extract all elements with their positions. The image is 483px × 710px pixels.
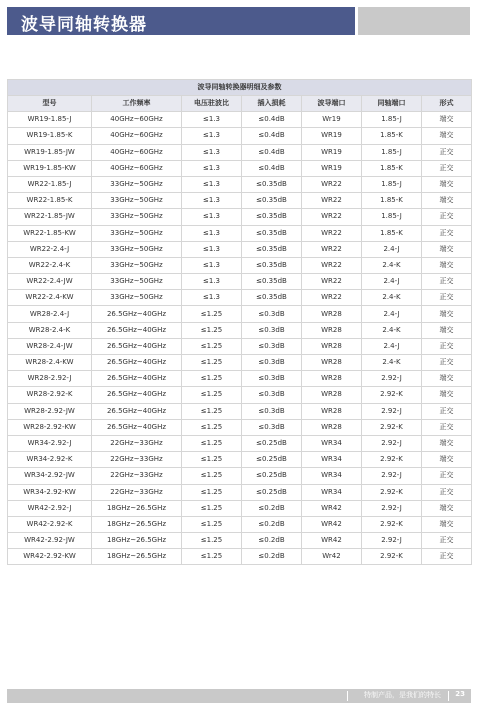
form-cell: 端交 (422, 257, 472, 273)
form-cell: 正交 (422, 225, 472, 241)
vswr-cell: ≤1.3 (182, 144, 242, 160)
waveguide-port-cell: WR28 (302, 306, 362, 322)
header-bar (7, 7, 355, 35)
waveguide-port-cell: WR28 (302, 355, 362, 371)
waveguide-port-cell: WR22 (302, 241, 362, 257)
frequency-cell: 33GHz~50GHz (92, 193, 182, 209)
form-cell: 正交 (422, 209, 472, 225)
model-cell: WR28-2.4-JW (8, 338, 92, 354)
coax-port-cell: 1.85-J (362, 176, 422, 192)
waveguide-port-cell: WR42 (302, 533, 362, 549)
coax-port-cell: 2.92-J (362, 403, 422, 419)
waveguide-port-cell: WR22 (302, 274, 362, 290)
footer-divider (347, 691, 348, 701)
insertion-loss-cell: ≤0.3dB (242, 371, 302, 387)
waveguide-port-cell: WR28 (302, 387, 362, 403)
vswr-cell: ≤1.25 (182, 419, 242, 435)
form-cell: 端交 (422, 500, 472, 516)
coax-port-cell: 2.4-J (362, 338, 422, 354)
vswr-cell: ≤1.3 (182, 193, 242, 209)
vswr-cell: ≤1.3 (182, 225, 242, 241)
model-cell: WR28-2.92-J (8, 371, 92, 387)
insertion-loss-cell: ≤0.35dB (242, 209, 302, 225)
waveguide-port-cell: Wr42 (302, 549, 362, 565)
form-cell: 正交 (422, 338, 472, 354)
column-header: 波导端口 (302, 96, 362, 112)
coax-port-cell: 1.85-J (362, 112, 422, 128)
waveguide-port-cell: WR42 (302, 500, 362, 516)
coax-port-cell: 2.92-J (362, 468, 422, 484)
insertion-loss-cell: ≤0.4dB (242, 144, 302, 160)
frequency-cell: 33GHz~50GHz (92, 257, 182, 273)
model-cell: WR19-1.85-JW (8, 144, 92, 160)
form-cell: 端交 (422, 322, 472, 338)
table-row (8, 484, 472, 500)
waveguide-port-cell: WR19 (302, 160, 362, 176)
table-row (8, 306, 472, 322)
waveguide-port-cell: WR19 (302, 128, 362, 144)
table-row (8, 403, 472, 419)
waveguide-port-cell: WR22 (302, 176, 362, 192)
form-cell: 正交 (422, 290, 472, 306)
frequency-cell: 33GHz~50GHz (92, 209, 182, 225)
frequency-cell: 26.5GHz~40GHz (92, 306, 182, 322)
insertion-loss-cell: ≤0.4dB (242, 128, 302, 144)
form-cell: 正交 (422, 144, 472, 160)
model-cell: WR42-2.92-KW (8, 549, 92, 565)
vswr-cell: ≤1.3 (182, 274, 242, 290)
column-header: 形式 (422, 96, 472, 112)
waveguide-port-cell: WR22 (302, 193, 362, 209)
table-row (8, 225, 472, 241)
model-cell: WR28-2.92-JW (8, 403, 92, 419)
model-cell: WR28-2.4-K (8, 322, 92, 338)
vswr-cell: ≤1.3 (182, 209, 242, 225)
model-cell: WR42-2.92-J (8, 500, 92, 516)
form-cell: 端交 (422, 176, 472, 192)
vswr-cell: ≤1.25 (182, 355, 242, 371)
table-row (8, 452, 472, 468)
form-cell: 端交 (422, 371, 472, 387)
table-row (8, 419, 472, 435)
form-cell: 端交 (422, 387, 472, 403)
model-cell: WR42-2.92-K (8, 516, 92, 532)
page-number: 23 (455, 690, 465, 698)
table-row (8, 338, 472, 354)
column-header: 电压驻波比 (182, 96, 242, 112)
frequency-cell: 26.5GHz~40GHz (92, 322, 182, 338)
insertion-loss-cell: ≤0.3dB (242, 419, 302, 435)
table-row (8, 435, 472, 451)
model-cell: WR22-2.4-K (8, 257, 92, 273)
vswr-cell: ≤1.25 (182, 403, 242, 419)
coax-port-cell: 1.85-K (362, 225, 422, 241)
insertion-loss-cell: ≤0.4dB (242, 160, 302, 176)
frequency-cell: 18GHz~26.5GHz (92, 516, 182, 532)
insertion-loss-cell: ≤0.25dB (242, 484, 302, 500)
spec-table-container (7, 79, 471, 565)
insertion-loss-cell: ≤0.2dB (242, 516, 302, 532)
table-row (8, 549, 472, 565)
frequency-cell: 26.5GHz~40GHz (92, 403, 182, 419)
frequency-cell: 33GHz~50GHz (92, 241, 182, 257)
vswr-cell: ≤1.25 (182, 533, 242, 549)
model-cell: WR22-2.4-J (8, 241, 92, 257)
coax-port-cell: 2.4-K (362, 322, 422, 338)
vswr-cell: ≤1.25 (182, 322, 242, 338)
model-cell: WR28-2.92-KW (8, 419, 92, 435)
waveguide-port-cell: WR28 (302, 403, 362, 419)
form-cell: 正交 (422, 160, 472, 176)
vswr-cell: ≤1.25 (182, 306, 242, 322)
model-cell: WR34-2.92-J (8, 435, 92, 451)
table-row (8, 160, 472, 176)
table-row (8, 387, 472, 403)
insertion-loss-cell: ≤0.25dB (242, 452, 302, 468)
coax-port-cell: 2.92-K (362, 452, 422, 468)
coax-port-cell: 2.92-J (362, 435, 422, 451)
form-cell: 正交 (422, 549, 472, 565)
vswr-cell: ≤1.3 (182, 241, 242, 257)
insertion-loss-cell: ≤0.3dB (242, 387, 302, 403)
table-row (8, 257, 472, 273)
form-cell: 端交 (422, 193, 472, 209)
model-cell: WR19-1.85-J (8, 112, 92, 128)
model-cell: WR22-1.85-J (8, 176, 92, 192)
insertion-loss-cell: ≤0.3dB (242, 306, 302, 322)
model-cell: WR34-2.92-JW (8, 468, 92, 484)
table-row (8, 322, 472, 338)
model-cell: WR22-2.4-JW (8, 274, 92, 290)
coax-port-cell: 2.4-J (362, 274, 422, 290)
waveguide-port-cell: Wr19 (302, 112, 362, 128)
coax-port-cell: 1.85-J (362, 144, 422, 160)
vswr-cell: ≤1.3 (182, 128, 242, 144)
page-title: 波导同轴转换器 (21, 15, 147, 35)
waveguide-port-cell: WR34 (302, 484, 362, 500)
vswr-cell: ≤1.25 (182, 516, 242, 532)
form-cell: 端交 (422, 306, 472, 322)
frequency-cell: 40GHz~60GHz (92, 144, 182, 160)
frequency-cell: 40GHz~60GHz (92, 112, 182, 128)
form-cell: 端交 (422, 112, 472, 128)
coax-port-cell: 2.92-K (362, 419, 422, 435)
model-cell: WR22-2.4-KW (8, 290, 92, 306)
form-cell: 正交 (422, 533, 472, 549)
column-header: 插入损耗 (242, 96, 302, 112)
frequency-cell: 26.5GHz~40GHz (92, 355, 182, 371)
table-row (8, 144, 472, 160)
model-cell: WR42-2.92-JW (8, 533, 92, 549)
frequency-cell: 40GHz~60GHz (92, 128, 182, 144)
spec-table (7, 79, 472, 565)
frequency-cell: 18GHz~26.5GHz (92, 500, 182, 516)
table-row (8, 209, 472, 225)
frequency-cell: 22GHz~33GHz (92, 468, 182, 484)
vswr-cell: ≤1.3 (182, 290, 242, 306)
waveguide-port-cell: WR28 (302, 322, 362, 338)
table-caption: 波导同轴转换器明细及参数 (8, 80, 472, 96)
frequency-cell: 33GHz~50GHz (92, 176, 182, 192)
table-row (8, 500, 472, 516)
column-header: 工作频率 (92, 96, 182, 112)
model-cell: WR34-2.92-KW (8, 484, 92, 500)
table-row (8, 468, 472, 484)
insertion-loss-cell: ≤0.35dB (242, 193, 302, 209)
frequency-cell: 18GHz~26.5GHz (92, 533, 182, 549)
vswr-cell: ≤1.25 (182, 338, 242, 354)
frequency-cell: 26.5GHz~40GHz (92, 338, 182, 354)
model-cell: WR19-1.85-K (8, 128, 92, 144)
footer-slogan: 特制产品，是我们的特长 (364, 691, 441, 699)
vswr-cell: ≤1.25 (182, 549, 242, 565)
table-row (8, 128, 472, 144)
column-header: 同轴端口 (362, 96, 422, 112)
table-row (8, 516, 472, 532)
coax-port-cell: 2.92-K (362, 549, 422, 565)
coax-port-cell: 2.92-J (362, 533, 422, 549)
frequency-cell: 26.5GHz~40GHz (92, 371, 182, 387)
table-row (8, 355, 472, 371)
insertion-loss-cell: ≤0.35dB (242, 225, 302, 241)
footer-bar (7, 689, 471, 703)
frequency-cell: 40GHz~60GHz (92, 160, 182, 176)
insertion-loss-cell: ≤0.35dB (242, 176, 302, 192)
model-cell: WR28-2.4-J (8, 306, 92, 322)
vswr-cell: ≤1.3 (182, 176, 242, 192)
insertion-loss-cell: ≤0.35dB (242, 257, 302, 273)
coax-port-cell: 2.4-J (362, 306, 422, 322)
frequency-cell: 33GHz~50GHz (92, 290, 182, 306)
form-cell: 端交 (422, 128, 472, 144)
form-cell: 端交 (422, 241, 472, 257)
coax-port-cell: 2.92-J (362, 500, 422, 516)
form-cell: 端交 (422, 435, 472, 451)
form-cell: 正交 (422, 419, 472, 435)
vswr-cell: ≤1.3 (182, 160, 242, 176)
vswr-cell: ≤1.25 (182, 468, 242, 484)
waveguide-port-cell: WR22 (302, 290, 362, 306)
coax-port-cell: 2.4-K (362, 290, 422, 306)
table-row (8, 112, 472, 128)
vswr-cell: ≤1.25 (182, 452, 242, 468)
table-row (8, 274, 472, 290)
waveguide-port-cell: WR42 (302, 516, 362, 532)
model-cell: WR28-2.4-KW (8, 355, 92, 371)
waveguide-port-cell: WR34 (302, 435, 362, 451)
coax-port-cell: 2.92-K (362, 516, 422, 532)
insertion-loss-cell: ≤0.2dB (242, 549, 302, 565)
vswr-cell: ≤1.25 (182, 484, 242, 500)
table-body (8, 112, 472, 565)
frequency-cell: 26.5GHz~40GHz (92, 387, 182, 403)
coax-port-cell: 1.85-J (362, 209, 422, 225)
waveguide-port-cell: WR34 (302, 452, 362, 468)
coax-port-cell: 2.4-J (362, 241, 422, 257)
vswr-cell: ≤1.3 (182, 257, 242, 273)
vswr-cell: ≤1.25 (182, 435, 242, 451)
waveguide-port-cell: WR22 (302, 225, 362, 241)
coax-port-cell: 2.92-K (362, 484, 422, 500)
table-row (8, 176, 472, 192)
insertion-loss-cell: ≤0.4dB (242, 112, 302, 128)
insertion-loss-cell: ≤0.3dB (242, 403, 302, 419)
form-cell: 正交 (422, 355, 472, 371)
insertion-loss-cell: ≤0.35dB (242, 274, 302, 290)
coax-port-cell: 2.92-K (362, 387, 422, 403)
form-cell: 正交 (422, 274, 472, 290)
table-row (8, 193, 472, 209)
frequency-cell: 22GHz~33GHz (92, 484, 182, 500)
insertion-loss-cell: ≤0.25dB (242, 435, 302, 451)
frequency-cell: 26.5GHz~40GHz (92, 419, 182, 435)
waveguide-port-cell: WR34 (302, 468, 362, 484)
insertion-loss-cell: ≤0.35dB (242, 241, 302, 257)
insertion-loss-cell: ≤0.35dB (242, 290, 302, 306)
frequency-cell: 18GHz~26.5GHz (92, 549, 182, 565)
insertion-loss-cell: ≤0.3dB (242, 355, 302, 371)
frequency-cell: 22GHz~33GHz (92, 435, 182, 451)
vswr-cell: ≤1.3 (182, 112, 242, 128)
insertion-loss-cell: ≤0.2dB (242, 533, 302, 549)
waveguide-port-cell: WR28 (302, 371, 362, 387)
vswr-cell: ≤1.25 (182, 387, 242, 403)
insertion-loss-cell: ≤0.25dB (242, 468, 302, 484)
form-cell: 正交 (422, 403, 472, 419)
vswr-cell: ≤1.25 (182, 371, 242, 387)
column-header: 型号 (8, 96, 92, 112)
frequency-cell: 33GHz~50GHz (92, 274, 182, 290)
table-row (8, 371, 472, 387)
frequency-cell: 33GHz~50GHz (92, 225, 182, 241)
model-cell: WR28-2.92-K (8, 387, 92, 403)
model-cell: WR19-1.85-KW (8, 160, 92, 176)
model-cell: WR22-1.85-JW (8, 209, 92, 225)
table-row (8, 241, 472, 257)
vswr-cell: ≤1.25 (182, 500, 242, 516)
frequency-cell: 22GHz~33GHz (92, 452, 182, 468)
form-cell: 端交 (422, 452, 472, 468)
form-cell: 端交 (422, 516, 472, 532)
waveguide-port-cell: WR28 (302, 419, 362, 435)
coax-port-cell: 2.92-J (362, 371, 422, 387)
coax-port-cell: 2.4-K (362, 355, 422, 371)
model-cell: WR22-1.85-K (8, 193, 92, 209)
coax-port-cell: 1.85-K (362, 160, 422, 176)
waveguide-port-cell: WR22 (302, 209, 362, 225)
table-row (8, 533, 472, 549)
model-cell: WR22-1.85-KW (8, 225, 92, 241)
coax-port-cell: 2.4-K (362, 257, 422, 273)
waveguide-port-cell: WR19 (302, 144, 362, 160)
form-cell: 正交 (422, 468, 472, 484)
footer-divider (448, 691, 449, 701)
header-accent-block (358, 7, 470, 35)
insertion-loss-cell: ≤0.2dB (242, 500, 302, 516)
waveguide-port-cell: WR22 (302, 257, 362, 273)
model-cell: WR34-2.92-K (8, 452, 92, 468)
table-header-row (8, 96, 472, 112)
waveguide-port-cell: WR28 (302, 338, 362, 354)
insertion-loss-cell: ≤0.3dB (242, 322, 302, 338)
insertion-loss-cell: ≤0.3dB (242, 338, 302, 354)
table-row (8, 290, 472, 306)
form-cell: 正交 (422, 484, 472, 500)
coax-port-cell: 1.85-K (362, 128, 422, 144)
coax-port-cell: 1.85-K (362, 193, 422, 209)
